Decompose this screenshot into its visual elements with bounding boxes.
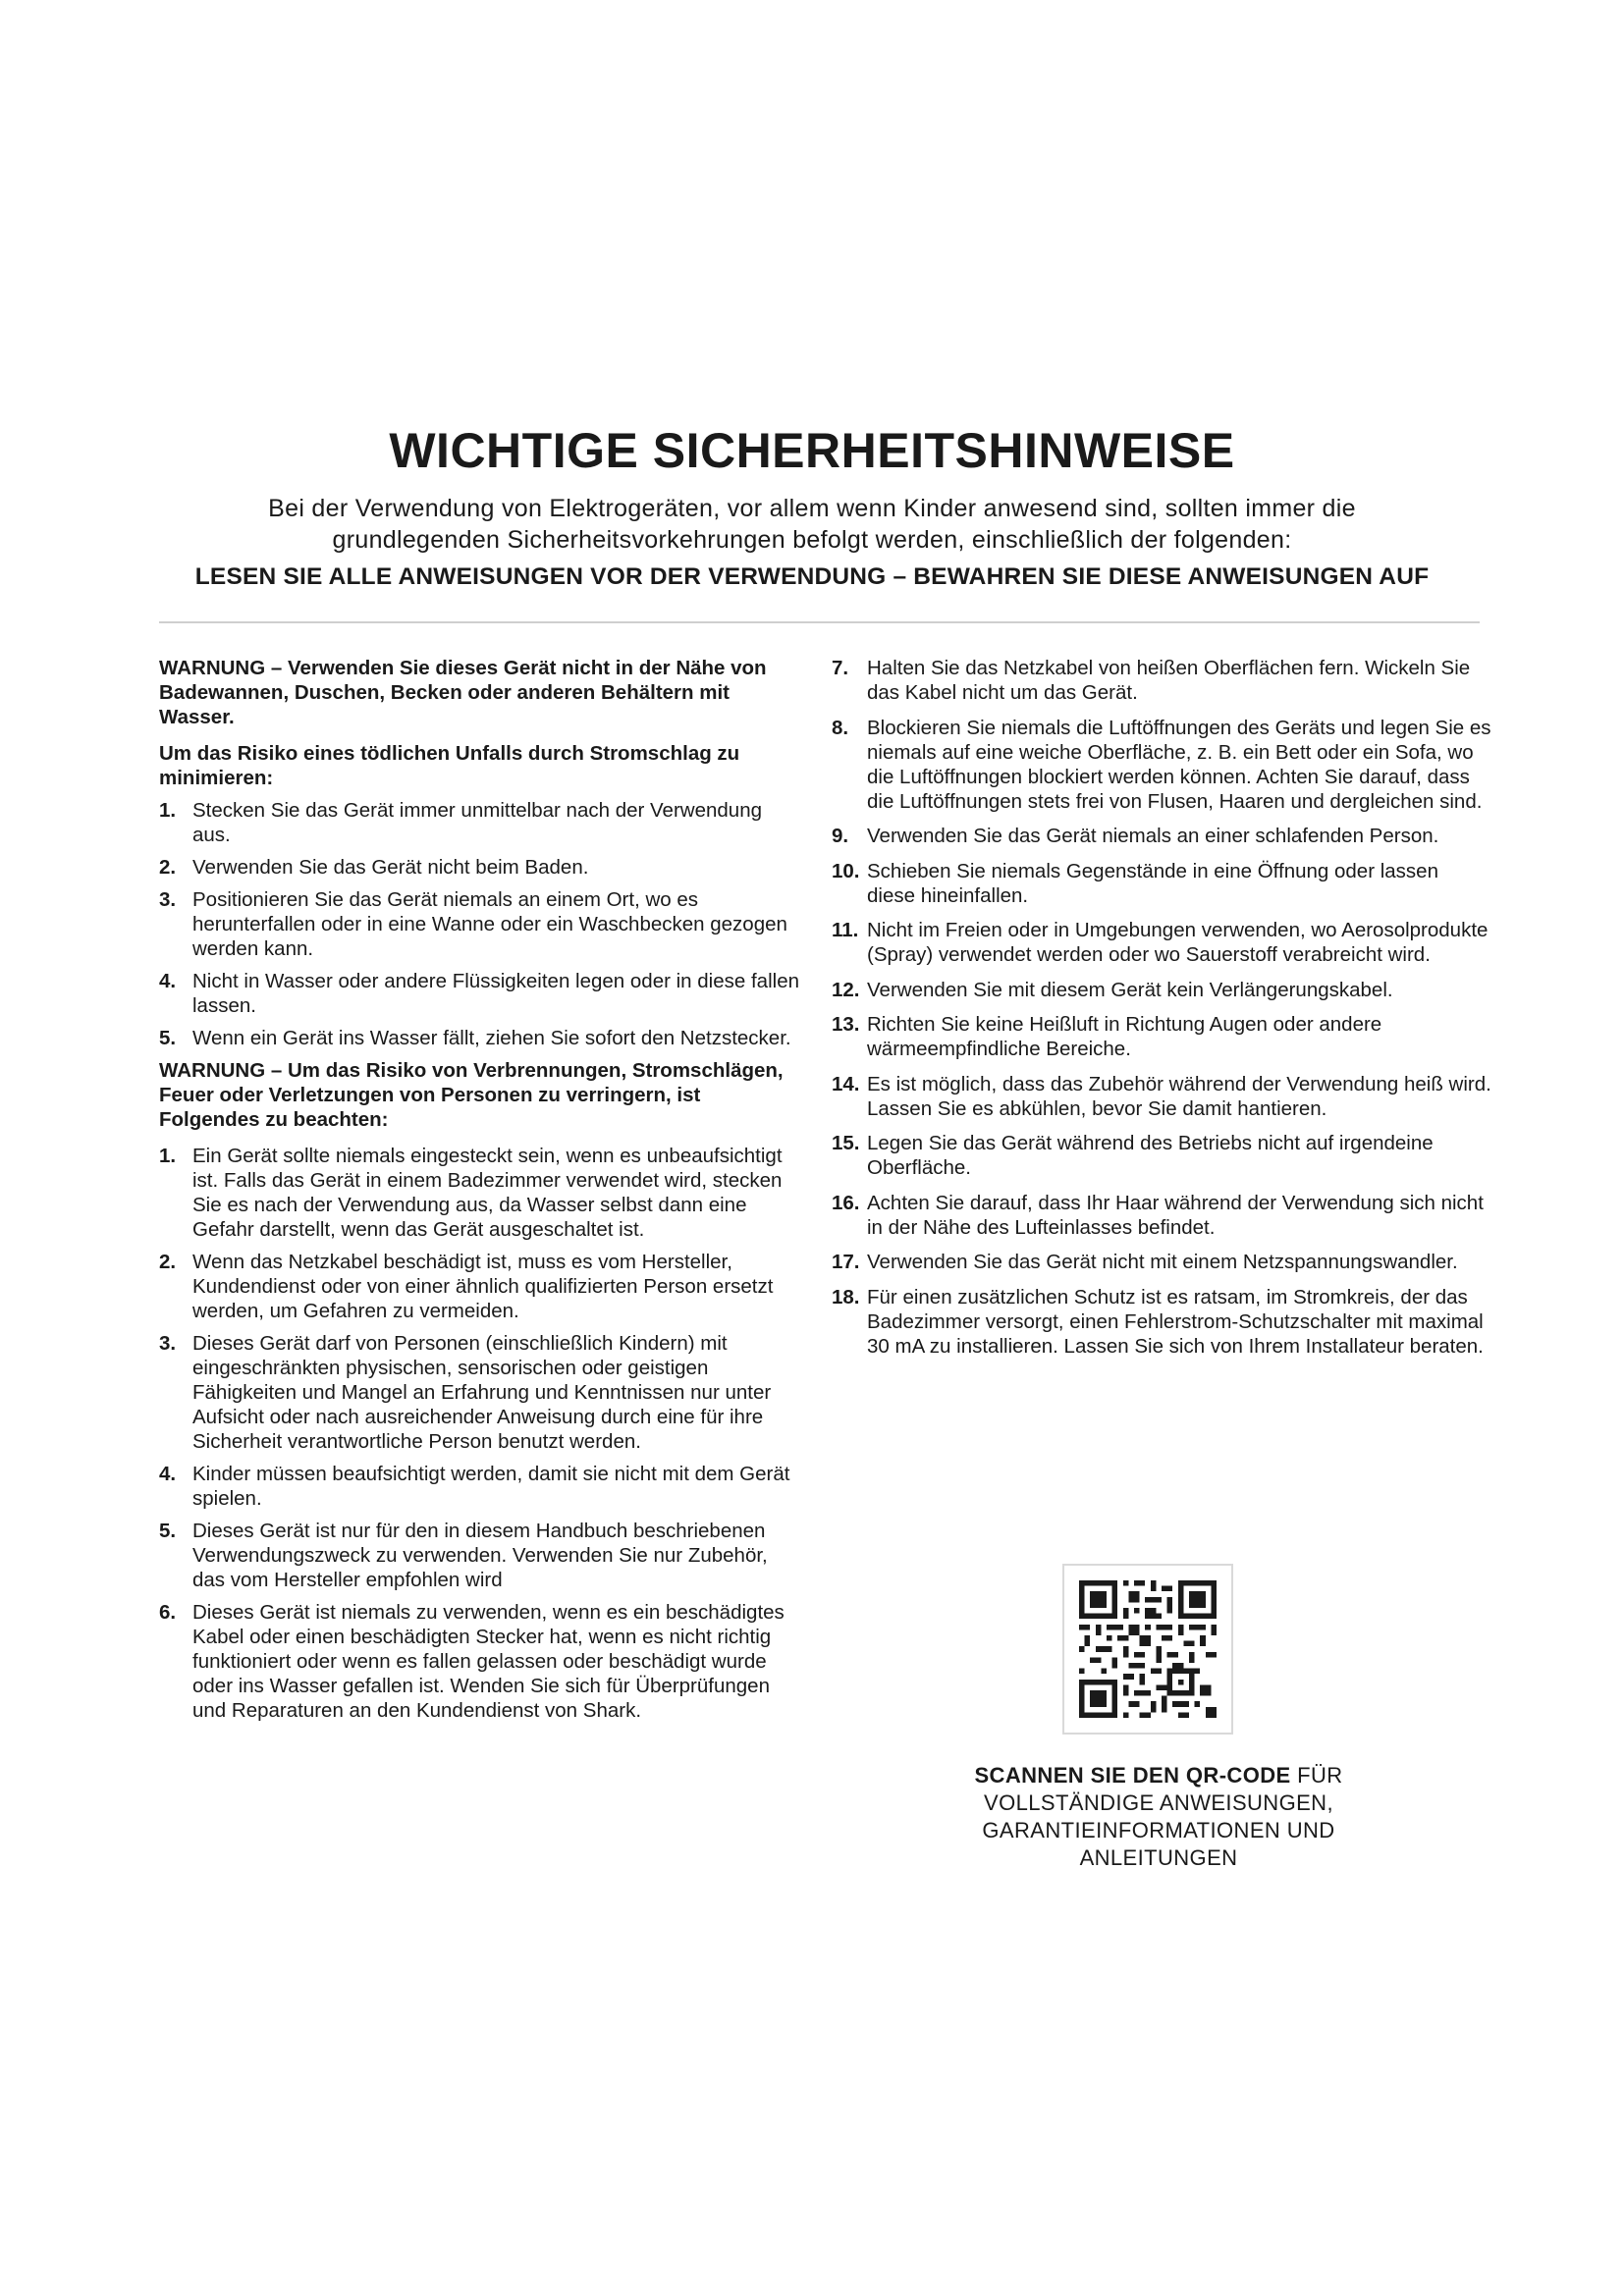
item-text: Kinder müssen beaufsichtigt werden, damit sie nicht mit dem Gerät spielen. bbox=[192, 1463, 790, 1510]
list-item bbox=[832, 656, 1491, 705]
shock-risk-list bbox=[159, 798, 799, 1050]
list-item bbox=[159, 1250, 799, 1323]
list-item bbox=[832, 1285, 1491, 1359]
intro-line-1: Bei der Verwendung von Elektrogeräten, vor allem wenn Kinder anwesend sind, sollten immer die bbox=[268, 495, 1356, 522]
item-text: Legen Sie das Gerät während des Betriebs nicht auf irgendeine Oberfläche. bbox=[867, 1132, 1434, 1179]
item-text: Positionieren Sie das Gerät niemals an einem Ort, wo es herunterfallen oder in eine Wanne oder ein Waschbecken gezogen werden kann. bbox=[192, 888, 787, 960]
item-number: 4. bbox=[159, 1463, 177, 1485]
item-number: 13. bbox=[832, 1013, 860, 1036]
list-item bbox=[832, 1250, 1491, 1274]
item-number: 7. bbox=[832, 657, 849, 679]
item-number: 10. bbox=[832, 859, 860, 882]
list-item bbox=[159, 1144, 799, 1242]
item-text: Wenn ein Gerät ins Wasser fällt, ziehen Sie sofort den Netzstecker. bbox=[192, 1027, 791, 1049]
qr-caption-bold: SCANNEN SIE DEN QR-CODE bbox=[974, 1763, 1291, 1788]
item-number: 3. bbox=[159, 1332, 177, 1355]
qr-caption bbox=[884, 1762, 1434, 1872]
item-number: 11. bbox=[832, 919, 859, 941]
list-item bbox=[832, 1191, 1491, 1240]
item-number: 8. bbox=[832, 716, 849, 739]
item-text: Verwenden Sie das Gerät nicht mit einem Netzspannungswandler. bbox=[867, 1251, 1458, 1273]
page-title: WICHTIGE SICHERHEITSHINWEISE bbox=[389, 423, 1235, 478]
list-item bbox=[159, 1519, 799, 1592]
warning-burns: WARNUNG – Um das Risiko von Verbrennungen, Stromschlägen, Feuer oder Verletzungen von Personen zu verringern, ist Folgendes zu beachten: bbox=[159, 1059, 784, 1131]
item-number: 5. bbox=[159, 1520, 177, 1542]
list-item bbox=[832, 824, 1491, 848]
item-number: 1. bbox=[159, 1145, 177, 1167]
warning-water: WARNUNG – Verwenden Sie dieses Gerät nicht in der Nähe von Badewannen, Duschen, Becken oder anderen Behältern mit Wasser. bbox=[159, 657, 767, 728]
item-text: Stecken Sie das Gerät immer unmittelbar nach der Verwendung aus. bbox=[192, 799, 762, 846]
item-number: 5. bbox=[159, 1027, 177, 1049]
item-number: 15. bbox=[832, 1132, 860, 1154]
divider bbox=[159, 621, 1480, 623]
item-number: 9. bbox=[832, 825, 849, 847]
item-number: 12. bbox=[832, 978, 860, 1001]
qr-caption-for: FÜR bbox=[1297, 1763, 1343, 1788]
qr-caption-line-3: GARANTIEINFORMATIONEN UND bbox=[982, 1818, 1335, 1842]
item-number: 4. bbox=[159, 970, 177, 992]
item-number: 2. bbox=[159, 1251, 177, 1273]
item-text: Schieben Sie niemals Gegenstände in eine Öffnung oder lassen diese hineinfallen. bbox=[867, 859, 1438, 907]
item-text: Verwenden Sie das Gerät nicht beim Baden. bbox=[192, 856, 589, 879]
list-item bbox=[832, 1012, 1491, 1061]
item-number: 6. bbox=[159, 1601, 177, 1624]
general-safety-list bbox=[159, 1144, 799, 1723]
list-item bbox=[832, 859, 1491, 908]
item-number: 17. bbox=[832, 1251, 860, 1273]
list-item bbox=[159, 1026, 799, 1050]
list-item bbox=[832, 1131, 1491, 1180]
qr-caption-line-4: ANLEITUNGEN bbox=[1079, 1845, 1238, 1870]
list-item bbox=[159, 798, 799, 847]
read-all-instructions-heading: LESEN SIE ALLE ANWEISUNGEN VOR DER VERWENDUNG – BEWAHREN SIE DIESE ANWEISUNGEN AUF bbox=[194, 563, 1430, 590]
list-item bbox=[159, 1600, 799, 1723]
item-number: 14. bbox=[832, 1072, 860, 1095]
item-text: Richten Sie keine Heißluft in Richtung Augen oder andere wärmeempfindliche Bereiche. bbox=[867, 1013, 1382, 1060]
item-number: 16. bbox=[832, 1191, 860, 1214]
item-number: 1. bbox=[159, 799, 177, 822]
list-item bbox=[159, 1462, 799, 1511]
shock-risk-heading: Um das Risiko eines tödlichen Unfalls durch Stromschlag zu minimieren: bbox=[159, 742, 740, 789]
list-item bbox=[159, 969, 799, 1018]
item-text: Dieses Gerät ist niemals zu verwenden, wenn es ein beschädigtes Kabel oder einen beschädigten Stecker hat, wenn es nicht richtig funktioniert oder wenn es fallen gelassen oder beschädigt wurde oder ins Wasser gefallen ist. Wenden Sie sich für Überprüfungen und Reparaturen an den Kundendienst von Shark. bbox=[192, 1601, 785, 1722]
item-number: 3. bbox=[159, 888, 177, 911]
intro-text bbox=[167, 493, 1457, 556]
item-text: Dieses Gerät ist nur für den in diesem Handbuch beschriebenen Verwendungszweck zu verwenden. Verwenden Sie nur Zubehör, das vom Hersteller empfohlen wird bbox=[192, 1520, 768, 1591]
list-item bbox=[832, 1072, 1491, 1121]
continued-safety-list bbox=[832, 656, 1491, 1359]
item-text: Ein Gerät sollte niemals eingesteckt sein, wenn es unbeaufsichtigt ist. Falls das Gerät in einem Badezimmer verwendet wird, stecken Sie es nach der Verwendung aus, da Wasser selbst dann eine Gefahr darstellt, wenn das Gerät ausgeschaltet ist. bbox=[192, 1145, 783, 1241]
item-text: Verwenden Sie mit diesem Gerät kein Verlängerungskabel. bbox=[867, 978, 1393, 1001]
item-text: Verwenden Sie das Gerät niemals an einer schlafenden Person. bbox=[867, 825, 1439, 847]
item-text: Für einen zusätzlichen Schutz ist es ratsam, im Stromkreis, der das Badezimmer versorgt, einen Fehlerstrom-Schutzschalter mit maximal 30 mA zu installieren. Lassen Sie sich von Ihrem Installateur beraten. bbox=[867, 1285, 1484, 1358]
qr-code[interactable] bbox=[1062, 1564, 1233, 1735]
item-text: Es ist möglich, dass das Zubehör während der Verwendung heiß wird. Lassen Sie es abkühlen, bevor Sie damit hantieren. bbox=[867, 1072, 1491, 1120]
list-item bbox=[832, 918, 1491, 967]
qr-code-icon bbox=[1079, 1580, 1217, 1718]
list-item bbox=[159, 1331, 799, 1454]
qr-caption-line-2: VOLLSTÄNDIGE ANWEISUNGEN, bbox=[984, 1790, 1333, 1815]
left-column bbox=[159, 656, 799, 1731]
item-text: Nicht in Wasser oder andere Flüssigkeiten legen oder in diese fallen lassen. bbox=[192, 970, 799, 1017]
list-item bbox=[159, 887, 799, 961]
item-text: Achten Sie darauf, dass Ihr Haar während der Verwendung sich nicht in der Nähe des Lufteinlasses befindet. bbox=[867, 1191, 1484, 1239]
item-text: Dieses Gerät darf von Personen (einschließlich Kindern) mit eingeschränkten physischen, sensorischen oder geistigen Fähigkeiten und Mangel an Erfahrung und Kenntnissen nur unter Aufsicht oder nach ausreichender Anweisung durch eine für ihre Sicherheit verantwortliche Person benutzt werden. bbox=[192, 1332, 772, 1453]
item-number: 18. bbox=[832, 1285, 860, 1308]
item-text: Blockieren Sie niemals die Luftöffnungen des Geräts und legen Sie es niemals auf eine weiche Oberfläche, z. B. ein Bett oder ein Sofa, wo die Luftöffnungen blockiert werden können. Achten Sie darauf, dass die Luftöffnungen stets frei von Flusen, Haaren und dergleichen sind. bbox=[867, 716, 1491, 813]
item-text: Halten Sie das Netzkabel von heißen Oberflächen fern. Wickeln Sie das Kabel nicht um das Gerät. bbox=[867, 657, 1471, 704]
list-item bbox=[159, 855, 799, 880]
right-column bbox=[832, 656, 1491, 1368]
item-text: Nicht im Freien oder in Umgebungen verwenden, wo Aerosolprodukte (Spray) verwendet werden oder wo Sauerstoff verabreicht wird. bbox=[867, 919, 1489, 966]
list-item bbox=[832, 978, 1491, 1002]
intro-line-2: grundlegenden Sicherheitsvorkehrungen befolgt werden, einschließlich der folgenden: bbox=[332, 526, 1292, 554]
list-item bbox=[832, 716, 1491, 814]
item-number: 2. bbox=[159, 856, 177, 879]
item-text: Wenn das Netzkabel beschädigt ist, muss es vom Hersteller, Kundendienst oder von einer ähnlich qualifizierten Person ersetzt werden, um Gefahren zu vermeiden. bbox=[192, 1251, 774, 1322]
